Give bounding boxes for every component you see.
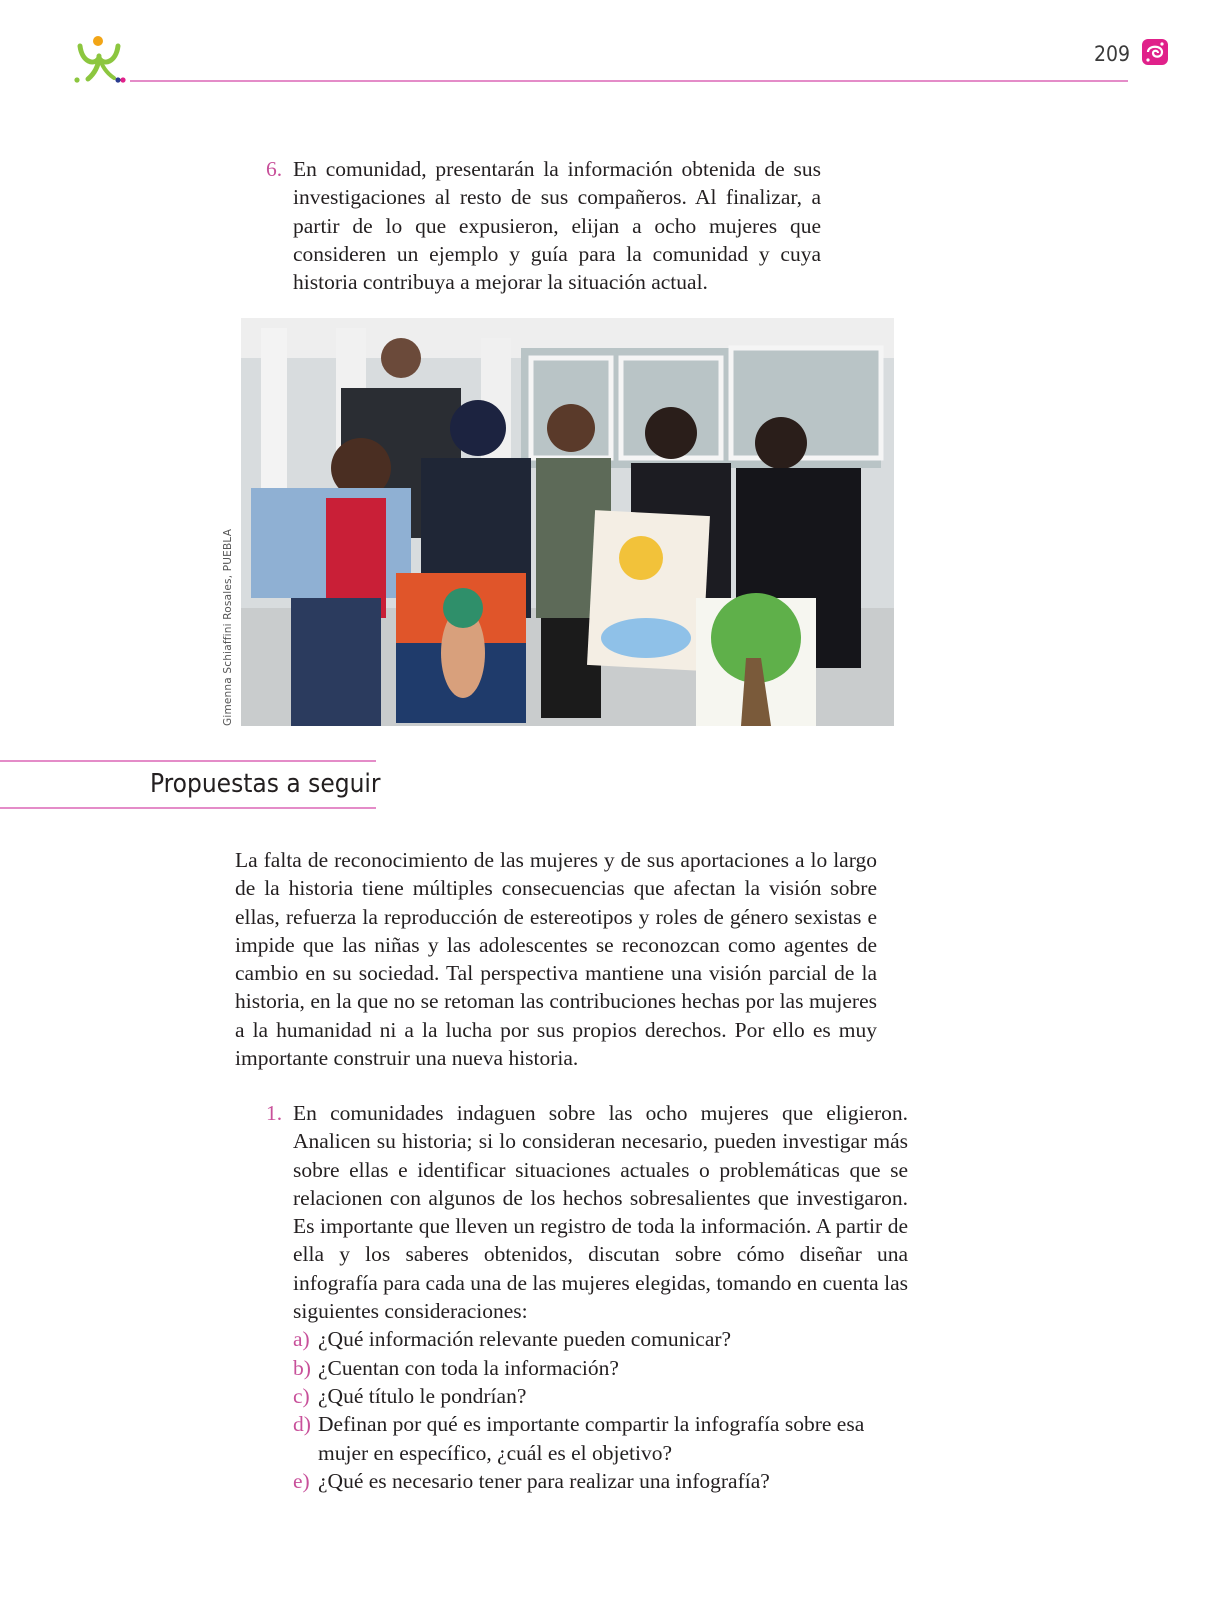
sub-item-letter: a) xyxy=(293,1327,310,1352)
photo-credit: Gimenna Schiaffini Rosales, PUEBLA xyxy=(222,528,234,726)
sub-item-text: ¿Qué título le pondrían? xyxy=(318,1383,527,1408)
list-item-text: En comunidades indaguen sobre las ocho mujeres que eligieron. Analicen su historia; si lo consideran necesario, pueden investigar más sobre ellas e identificar situaciones actuales o problemáticas que se relacionen con algunos de los hechos sobresalientes que investigaron. Es importante que lleven un registro de toda la información. A partir de ella y los saberes obtenidos, discutan sobre cómo diseñar una infografía para cada una de las mujeres elegidas, tomando en cuenta las siguientes consideraciones: xyxy=(293,1101,908,1324)
section-paragraph: La falta de reconocimiento de las mujeres y de sus aportaciones a lo largo de la historia tiene múltiples consecuencias que afectan la visión sobre ellas, refuerza la reproducción de estereotipos y roles de género sexistas e impide que las niñas y las adolescentes se reconozcan como agentes de cambio en su sociedad. Tal perspectiva mantiene una visión parcial de la historia, en la que no se retoman las contribuciones hechas por las mujeres a la humanidad ni a la lucha por sus propios derechos. Por ello es muy importante construir una nueva historia. xyxy=(235,848,877,1071)
sprout-person-logo-icon xyxy=(72,32,128,88)
group-photo xyxy=(241,318,894,726)
section-rule-top xyxy=(0,760,376,762)
group-photo-illustration xyxy=(241,318,894,726)
sub-item-text: ¿Qué es necesario tener para realizar una infografía? xyxy=(318,1468,770,1493)
sub-item-c xyxy=(293,1382,908,1410)
list-item-text: En comunidad, presentarán la información obtenida de sus investigaciones al resto de sus compañeros. Al finalizar, a partir de lo que expusieron, elijan a ocho mujeres que consideren un ejemplo y guía para la comunidad y cuya historia contribuya a mejorar la situación actual. xyxy=(293,157,821,295)
list-number: 6. xyxy=(266,157,283,181)
sub-item-a xyxy=(293,1325,908,1353)
list-item-1 xyxy=(266,1099,908,1495)
section-rule-bottom xyxy=(0,807,376,809)
sub-item-letter: b) xyxy=(293,1355,311,1380)
sub-item-letter: d) xyxy=(293,1412,311,1437)
sub-item-text: ¿Cuentan con toda la información? xyxy=(318,1355,619,1380)
pink-glyph-emblem-icon xyxy=(1140,36,1170,68)
list-item-6 xyxy=(266,155,821,296)
section-title: Propuestas a seguir xyxy=(150,769,381,799)
sub-item-text: ¿Qué información relevante pueden comunicar? xyxy=(318,1327,732,1352)
header-rule xyxy=(130,80,1128,82)
page-number: 209 xyxy=(1093,42,1130,66)
sub-item-e xyxy=(293,1467,908,1495)
sub-item-letter: e) xyxy=(293,1468,310,1493)
sub-item-d xyxy=(293,1410,908,1467)
sub-item-b xyxy=(293,1354,908,1382)
list-number: 1. xyxy=(266,1101,283,1125)
sub-item-text: Definan por qué es importante compartir la infografía sobre esa mujer en específico, ¿cuál es el objetivo? xyxy=(318,1412,865,1465)
sub-item-letter: c) xyxy=(293,1383,310,1408)
